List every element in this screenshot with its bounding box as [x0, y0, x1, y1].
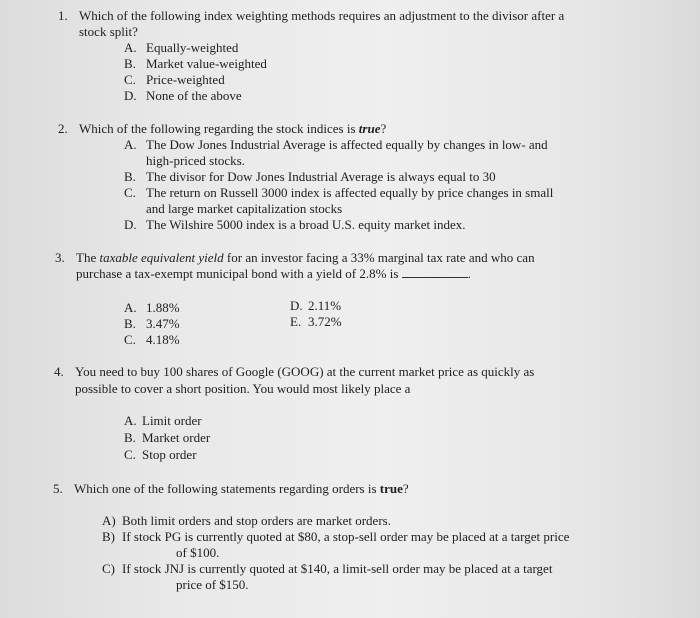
answer-option[interactable]: [290, 314, 342, 330]
emphasis-text: true: [358, 121, 381, 136]
question-number: 3.: [55, 250, 65, 265]
option-text: The divisor for Dow Jones Industrial Average is always equal to 30: [146, 169, 496, 184]
answer-option[interactable]: [124, 332, 180, 348]
option-text: The Dow Jones Industrial Average is affected equally by changes in low- and: [146, 137, 548, 152]
option-continuation: price of $150.: [176, 577, 249, 592]
option-letter: B): [102, 529, 115, 544]
option-text: 4.18%: [146, 332, 180, 347]
option-text: Limit order: [142, 413, 202, 428]
question-text: .: [467, 266, 471, 281]
option-letter: C.: [124, 447, 136, 462]
option-text: Both limit orders and stop orders are market orders.: [122, 513, 391, 528]
question-text: ?: [402, 481, 409, 496]
option-text: 3.72%: [308, 314, 342, 329]
answer-option[interactable]: [124, 300, 180, 316]
question-text-line: possible to cover a short position. You would most likely place a: [75, 381, 411, 396]
option-letter: C.: [124, 72, 136, 87]
option-continuation: high-priced stocks.: [146, 153, 245, 168]
answer-option[interactable]: [124, 430, 210, 446]
question-text-line: You need to buy 100 shares of Google (GOOG) at the current market price as quickly as: [75, 364, 535, 379]
option-letter: A.: [124, 137, 137, 152]
question-number: 4.: [54, 364, 64, 379]
question-text-line: [76, 266, 471, 282]
option-letter: A.: [124, 413, 137, 428]
option-letter: E.: [290, 314, 302, 329]
question-text-line: [79, 121, 386, 137]
option-letter: B.: [124, 169, 136, 184]
option-letter: C.: [124, 185, 136, 200]
option-letter: C.: [124, 332, 136, 347]
answer-option[interactable]: [102, 561, 552, 577]
answer-option[interactable]: [124, 56, 267, 72]
question-text-line: [76, 250, 535, 266]
option-letter: D.: [290, 298, 303, 313]
answer-option[interactable]: [124, 413, 202, 429]
option-continuation: and large market capitalization stocks: [146, 201, 343, 216]
option-text: The return on Russell 3000 index is affected equally by price changes in small: [146, 185, 554, 200]
option-letter: C): [102, 561, 115, 576]
answer-option[interactable]: [124, 72, 225, 88]
answer-option[interactable]: [124, 316, 180, 332]
answer-option[interactable]: [102, 513, 391, 529]
option-text: The Wilshire 5000 index is a broad U.S. equity market index.: [146, 217, 466, 232]
option-text: 2.11%: [308, 298, 342, 313]
option-text: Price-weighted: [146, 72, 225, 87]
question-text: Which one of the following statements regarding orders is: [74, 481, 380, 496]
question-text: purchase a tax-exempt municipal bond with a yield of 2.8% is: [76, 266, 399, 281]
option-continuation: of $100.: [176, 545, 220, 560]
option-text: If stock JNJ is currently quoted at $140, a limit-sell order may be placed at a target: [122, 561, 553, 576]
answer-option[interactable]: [124, 447, 197, 463]
answer-option[interactable]: [124, 217, 465, 233]
question-text-line: stock split?: [79, 24, 138, 39]
answer-option[interactable]: [124, 40, 238, 56]
answer-option[interactable]: [102, 529, 569, 545]
option-text: 1.88%: [146, 300, 180, 315]
option-text: 3.47%: [146, 316, 180, 331]
option-text: Equally-weighted: [146, 40, 239, 55]
answer-option[interactable]: [124, 137, 548, 153]
question-5: [53, 481, 678, 499]
answer-option[interactable]: [124, 169, 496, 185]
option-letter: D.: [124, 217, 137, 232]
option-text: Market value-weighted: [146, 56, 267, 71]
option-letter: B.: [124, 56, 136, 71]
option-text: Stop order: [142, 447, 197, 462]
question-text: for an investor facing a 33% marginal tax rate and who can: [223, 250, 535, 265]
emphasis-text: taxable equivalent yield: [99, 250, 224, 265]
question-number: 2.: [58, 121, 68, 136]
option-letter: A.: [124, 300, 137, 315]
question-number: 5.: [53, 481, 63, 496]
option-letter: A): [102, 513, 116, 528]
question-text-line: Which of the following index weighting methods requires an adjustment to the divisor after a: [79, 8, 565, 23]
option-letter: D.: [124, 88, 137, 103]
answer-option[interactable]: [290, 298, 341, 314]
question-text: ?: [380, 121, 387, 136]
question-text: Which of the following regarding the stock indices is: [79, 121, 359, 136]
option-letter: A.: [124, 40, 137, 55]
question-3: [55, 250, 680, 284]
question-4: [54, 364, 679, 398]
option-text: None of the above: [146, 88, 242, 103]
emphasis-text: true: [379, 481, 403, 496]
option-text: If stock PG is currently quoted at $80, a stop-sell order may be placed at a target price: [122, 529, 570, 544]
question-text-line: [74, 481, 409, 497]
answer-option[interactable]: [124, 185, 553, 201]
answer-blank[interactable]: [402, 266, 468, 278]
question-text: The: [76, 250, 100, 265]
option-letter: B.: [124, 430, 136, 445]
answer-option[interactable]: [124, 88, 242, 104]
option-text: Market order: [142, 430, 211, 445]
question-number: 1.: [58, 8, 68, 23]
option-letter: B.: [124, 316, 136, 331]
